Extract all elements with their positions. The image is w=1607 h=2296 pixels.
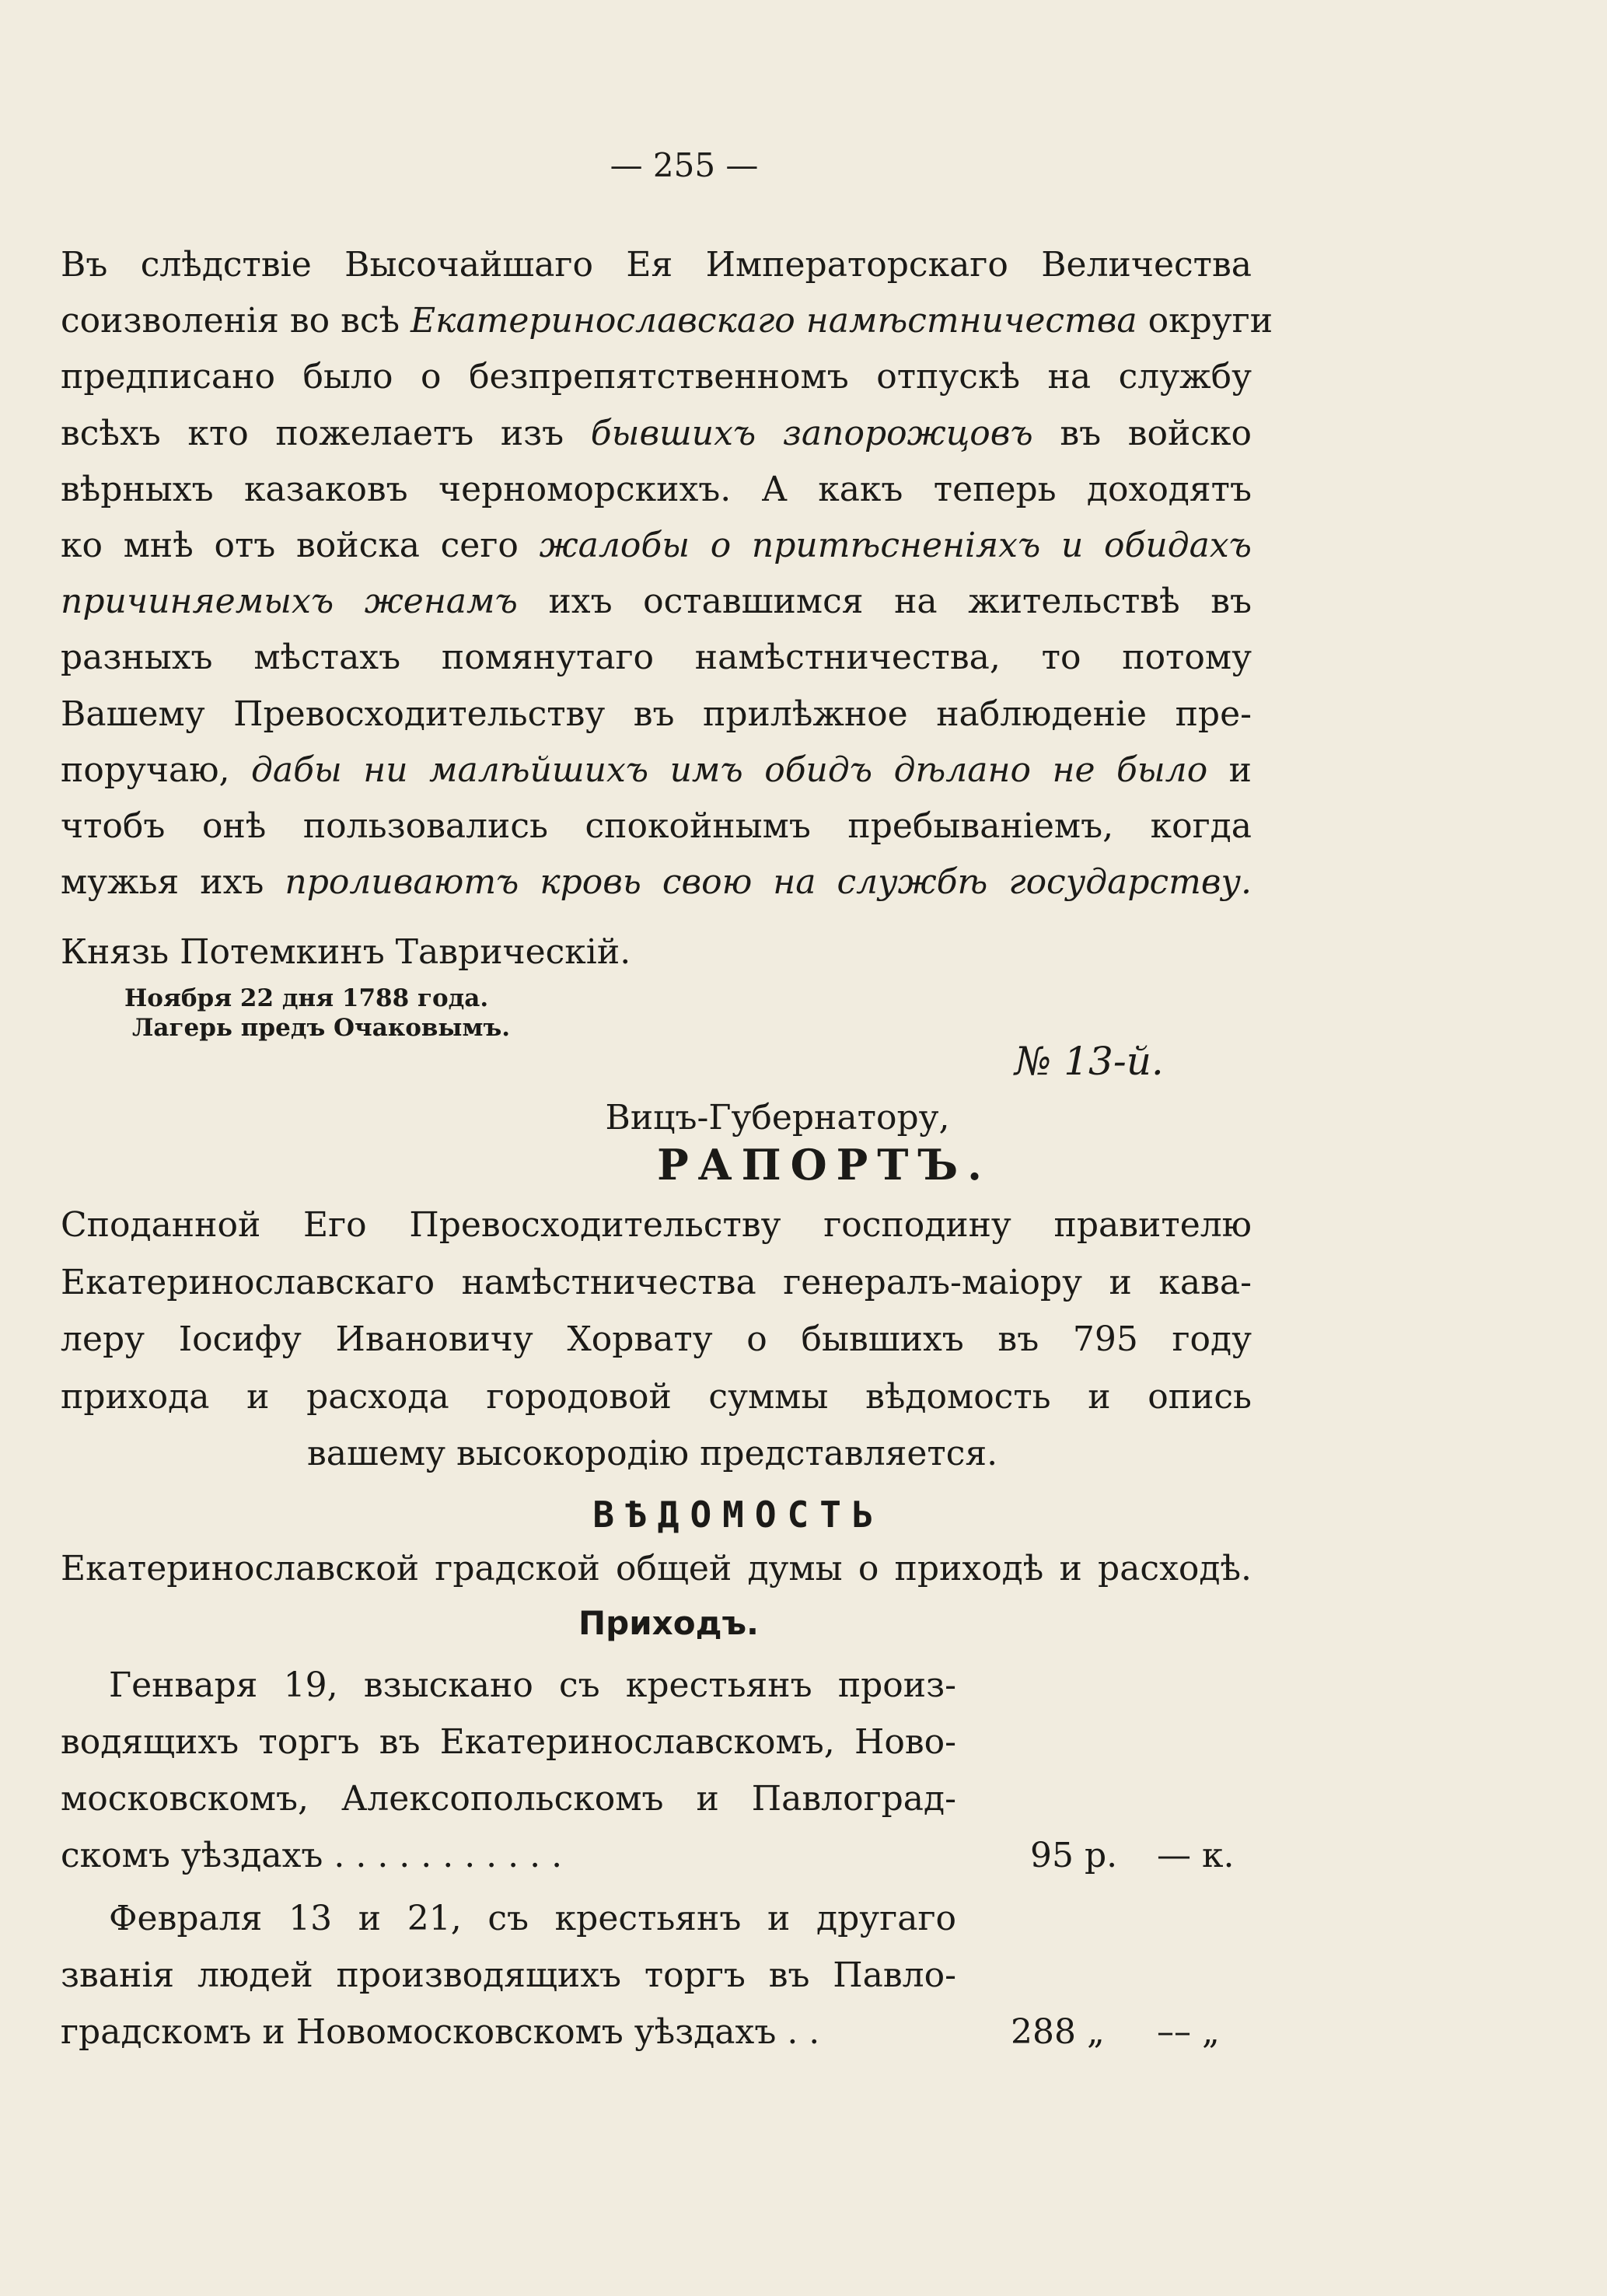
letter-date: Ноября 22 дня 1788 года.	[124, 984, 489, 1012]
letter-line	[61, 468, 1252, 512]
report-title: РАПОРТЪ.	[657, 1140, 991, 1190]
text-run: и	[1207, 750, 1252, 790]
letter-line	[61, 355, 1252, 399]
italic-run: Екатеринославскаго намѣстничества	[410, 301, 1137, 341]
amount-rubles: 288 „	[1011, 2012, 1105, 2052]
addressee: Вицъ-Губернатору,	[605, 1098, 950, 1138]
vedomost-title: ВѢДОМОСТЬ	[592, 1494, 885, 1536]
letter-line	[61, 749, 1252, 792]
page-number: — 255 —	[610, 146, 759, 184]
italic-run: жалобы о притѣсненіяхъ и обидахъ	[539, 526, 1252, 565]
text-run: всѣхъ кто пожелаетъ изъ	[61, 413, 591, 453]
letter-line	[61, 299, 1273, 343]
amount-kopecks: — к.	[1157, 1836, 1235, 1875]
text-run: разныхъ мѣстахъ помянутаго намѣстничества, то потому	[61, 638, 1252, 678]
entry-line: скомъ уѣздахъ . . . . . . . . . . .	[61, 1836, 563, 1875]
report-line: леру Іосифу Ивановичу Хорвату о бывшихъ въ 795 году	[61, 1319, 1252, 1359]
italic-run: дабы ни малѣйшихъ имъ обидъ дѣлано не было	[250, 750, 1208, 790]
letter-line	[61, 580, 1252, 624]
entry-line: московскомъ, Алексопольскомъ и Павлоград-	[61, 1779, 956, 1819]
letter-line	[61, 243, 1252, 287]
entry-line: Генваря 19, взыскано съ крестьянъ произ-	[109, 1665, 956, 1705]
text-run: округи	[1137, 301, 1273, 341]
report-line: прихода и расхода городовой суммы вѣдомость и опись	[61, 1376, 1252, 1417]
letter-line	[61, 693, 1252, 736]
amount-kopecks: –– „	[1157, 2012, 1220, 2052]
letter-line	[61, 636, 1252, 680]
italic-run: проливаютъ кровь свою на службѣ государству.	[285, 862, 1252, 903]
letter-line	[61, 861, 1252, 904]
text-run: поручаю,	[61, 750, 251, 790]
letter-line	[61, 412, 1252, 456]
signature: Князь Потемкинъ Таврическій.	[61, 932, 631, 972]
report-last-line: вашему высокородію представляется.	[307, 1434, 998, 1473]
text-run: ихъ оставшимся на жительствѣ въ	[517, 582, 1252, 622]
text-run: вѣрныхъ казаковъ черноморскихъ. А какъ теперь доходятъ	[61, 469, 1252, 509]
text-run: Въ слѣдствіе Высочайшаго Ея Императорскаго Величества	[61, 245, 1252, 285]
italic-run: бывшихъ запорожцовъ	[590, 413, 1033, 453]
text-run: чтобъ онѣ пользовались спокойнымъ пребываніемъ, когда	[61, 806, 1252, 846]
entry-line: градскомъ и Новомосковскомъ уѣздахъ . .	[61, 2012, 820, 2052]
text-run: Вашему Превосходительству въ прилѣжное наблюденіе пре-	[61, 694, 1252, 734]
text-run: соизволенія во всѣ	[61, 301, 411, 341]
text-run: въ войско	[1032, 413, 1252, 453]
letter-line	[61, 805, 1252, 848]
report-line: Екатеринославскаго намѣстничества генералъ-маіору и кава-	[61, 1262, 1252, 1302]
document-number: № 13-й.	[1015, 1039, 1164, 1084]
entry-line: Февраля 13 и 21, съ крестьянъ и другагo	[109, 1899, 956, 1938]
vedomost-subtitle: Екатеринославской градской общей думы о приходѣ и расходѣ.	[61, 1549, 1252, 1588]
entry-line: званія людей производящихъ торгъ въ Павло-	[61, 1955, 956, 1995]
letter-line	[61, 524, 1252, 568]
italic-run: причиняемыхъ женамъ	[61, 582, 518, 622]
text-run: ко мнѣ отъ войска сего	[61, 526, 540, 565]
letter-place: Лагерь предъ Очаковымъ.	[132, 1014, 511, 1042]
text-run: мужья ихъ	[61, 862, 285, 903]
report-line: Споданной Его Превосходительству господину правителю	[61, 1205, 1252, 1245]
income-heading: Приходъ.	[578, 1604, 760, 1642]
text-run: предписано было о безпрепятственномъ отпускѣ на службу	[61, 357, 1252, 397]
amount-rubles: 95 р.	[1030, 1836, 1118, 1875]
entry-line: водящихъ торгъ въ Екатеринославскомъ, Ново-	[61, 1722, 956, 1762]
